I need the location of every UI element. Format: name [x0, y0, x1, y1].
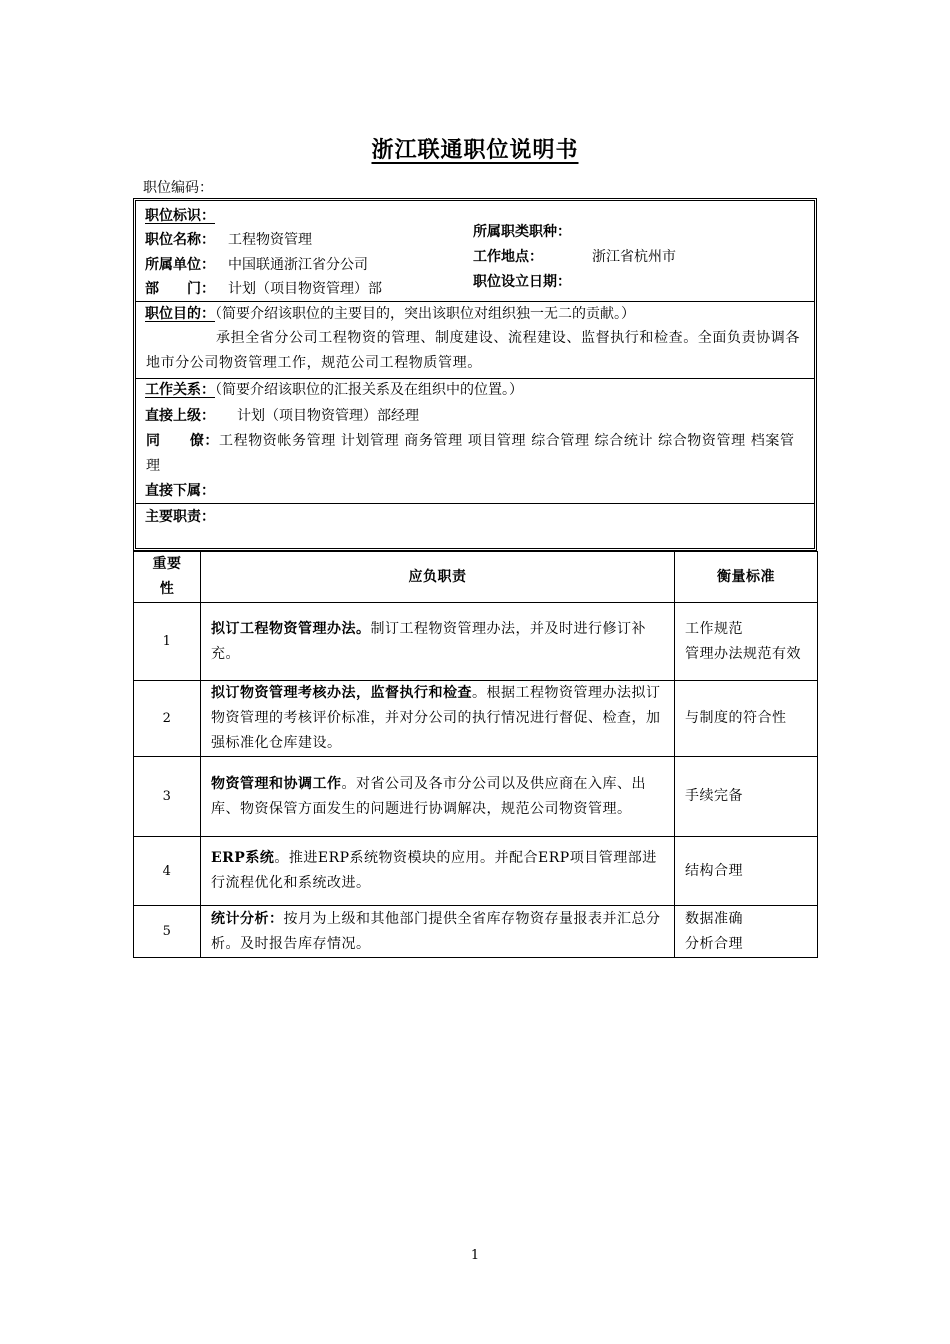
- row-responsibility-title: 拟订物资管理考核办法，监督执行和检查: [211, 685, 472, 701]
- purpose-hint: （简要介绍该职位的主要目的，突出该职位对组织独一无二的贡献。）: [215, 306, 635, 322]
- position-name-label: 职位名称：: [145, 232, 215, 248]
- relations-heading: 工作关系：: [145, 382, 215, 398]
- row-responsibility-title: 拟订工程物资管理办法。: [211, 620, 371, 637]
- row-responsibility-title: 统计分析：: [211, 910, 284, 927]
- department-label: 部 门：: [145, 281, 215, 297]
- position-name-value: 工程物资管理: [228, 232, 312, 248]
- location-value: 浙江省杭州市: [592, 249, 676, 265]
- importance-header: 重要性: [134, 552, 201, 603]
- location-label: 工作地点：: [473, 249, 543, 265]
- row-number: 5: [134, 906, 201, 958]
- row-responsibility: [201, 603, 675, 681]
- peers-label: 同 僚：: [146, 433, 219, 449]
- unit-value: 中国联通浙江省分公司: [228, 257, 368, 273]
- category-label: 所属职类职种：: [473, 224, 571, 240]
- purpose-text: 承担全省分公司工程物资的管理、制度建设、流程建设、监督执行和检查。全面负责协调各地市分公司物资管理工作，规范公司工程物质管理。: [146, 330, 800, 371]
- identity-heading: 职位标识：: [145, 208, 215, 224]
- page-number: 1: [470, 1248, 480, 1263]
- row-responsibility: [201, 757, 675, 837]
- purpose-header-line: [145, 304, 635, 324]
- table-row: [134, 837, 818, 906]
- page-title: 浙江联通职位说明书: [371, 137, 579, 163]
- relations-header-line: [145, 380, 523, 400]
- row-responsibility-text: 制订工程物资管理办法，并及时进行修订补充。: [211, 620, 646, 662]
- row-measure: 与制度的符合性: [675, 681, 818, 757]
- superior-label: 直接上级：: [145, 408, 215, 424]
- table-row: [134, 906, 818, 958]
- row-measure: 数据准确 分析合理: [675, 906, 818, 958]
- row-responsibility-title: ERP系统: [211, 850, 275, 866]
- row-responsibility: [201, 681, 675, 757]
- row-responsibility: [201, 906, 675, 958]
- row-measure: 手续完备: [675, 757, 818, 837]
- table-row: [134, 603, 818, 681]
- superior-value: 计划（项目物资管理）部经理: [237, 408, 419, 424]
- row-responsibility-title: 物资管理和协调工作: [211, 775, 342, 792]
- measure-header: 衡量标准: [675, 552, 818, 603]
- relations-section: [136, 378, 814, 503]
- duties-heading-section: [136, 503, 814, 548]
- row-number: 1: [134, 603, 201, 681]
- row-measure: 结构合理: [675, 837, 818, 906]
- duties-heading: 主要职责：: [145, 509, 215, 525]
- row-measure: 工作规范 管理办法规范有效: [675, 603, 818, 681]
- purpose-section: [136, 301, 814, 378]
- row-number: 4: [134, 837, 201, 906]
- row-responsibility-text: 。根据工程物资管理办法拟订物资管理的考核评价标准，并对分公司的执行情况进行督促、检查，加强标准化仓库建设。: [211, 685, 661, 751]
- responsibility-header: 应负职责: [201, 552, 675, 603]
- established-date-label: 职位设立日期：: [473, 274, 571, 290]
- table-row: [134, 757, 818, 837]
- row-number: 3: [134, 757, 201, 837]
- row-number: 2: [134, 681, 201, 757]
- row-responsibility-text: 按月为上级和其他部门提供全省库存物资存量报表并汇总分析。及时报告库存情况。: [211, 910, 661, 952]
- row-responsibility-text: 。推进ERP系统物资模块的应用。并配合ERP项目管理部进行流程优化和系统改进。: [211, 850, 657, 891]
- unit-label: 所属单位：: [145, 257, 215, 273]
- duties-table: [133, 551, 818, 958]
- row-responsibility-text: 。对省公司及各市分公司以及供应商在入库、出库、物资保管方面发生的问题进行协调解决，规范公司物资管理。: [211, 775, 646, 817]
- row-responsibility: [201, 837, 675, 906]
- duties-table-header: [134, 552, 818, 603]
- table-row: [134, 681, 818, 757]
- job-info-box: [133, 198, 817, 551]
- relations-hint: （简要介绍该职位的汇报关系及在组织中的位置。）: [215, 382, 523, 398]
- peers-line: [146, 429, 806, 479]
- subordinate-label: 直接下属：: [145, 483, 215, 499]
- department-value: 计划（项目物资管理）部: [228, 281, 382, 297]
- position-code-label: 职位编码：: [143, 180, 213, 196]
- identity-section: [136, 201, 814, 301]
- peers-value: 工程物资帐务管理 计划管理 商务管理 项目管理 综合管理 综合统计 综合物资管理 档案管理: [146, 433, 795, 474]
- purpose-heading: 职位目的：: [145, 306, 215, 322]
